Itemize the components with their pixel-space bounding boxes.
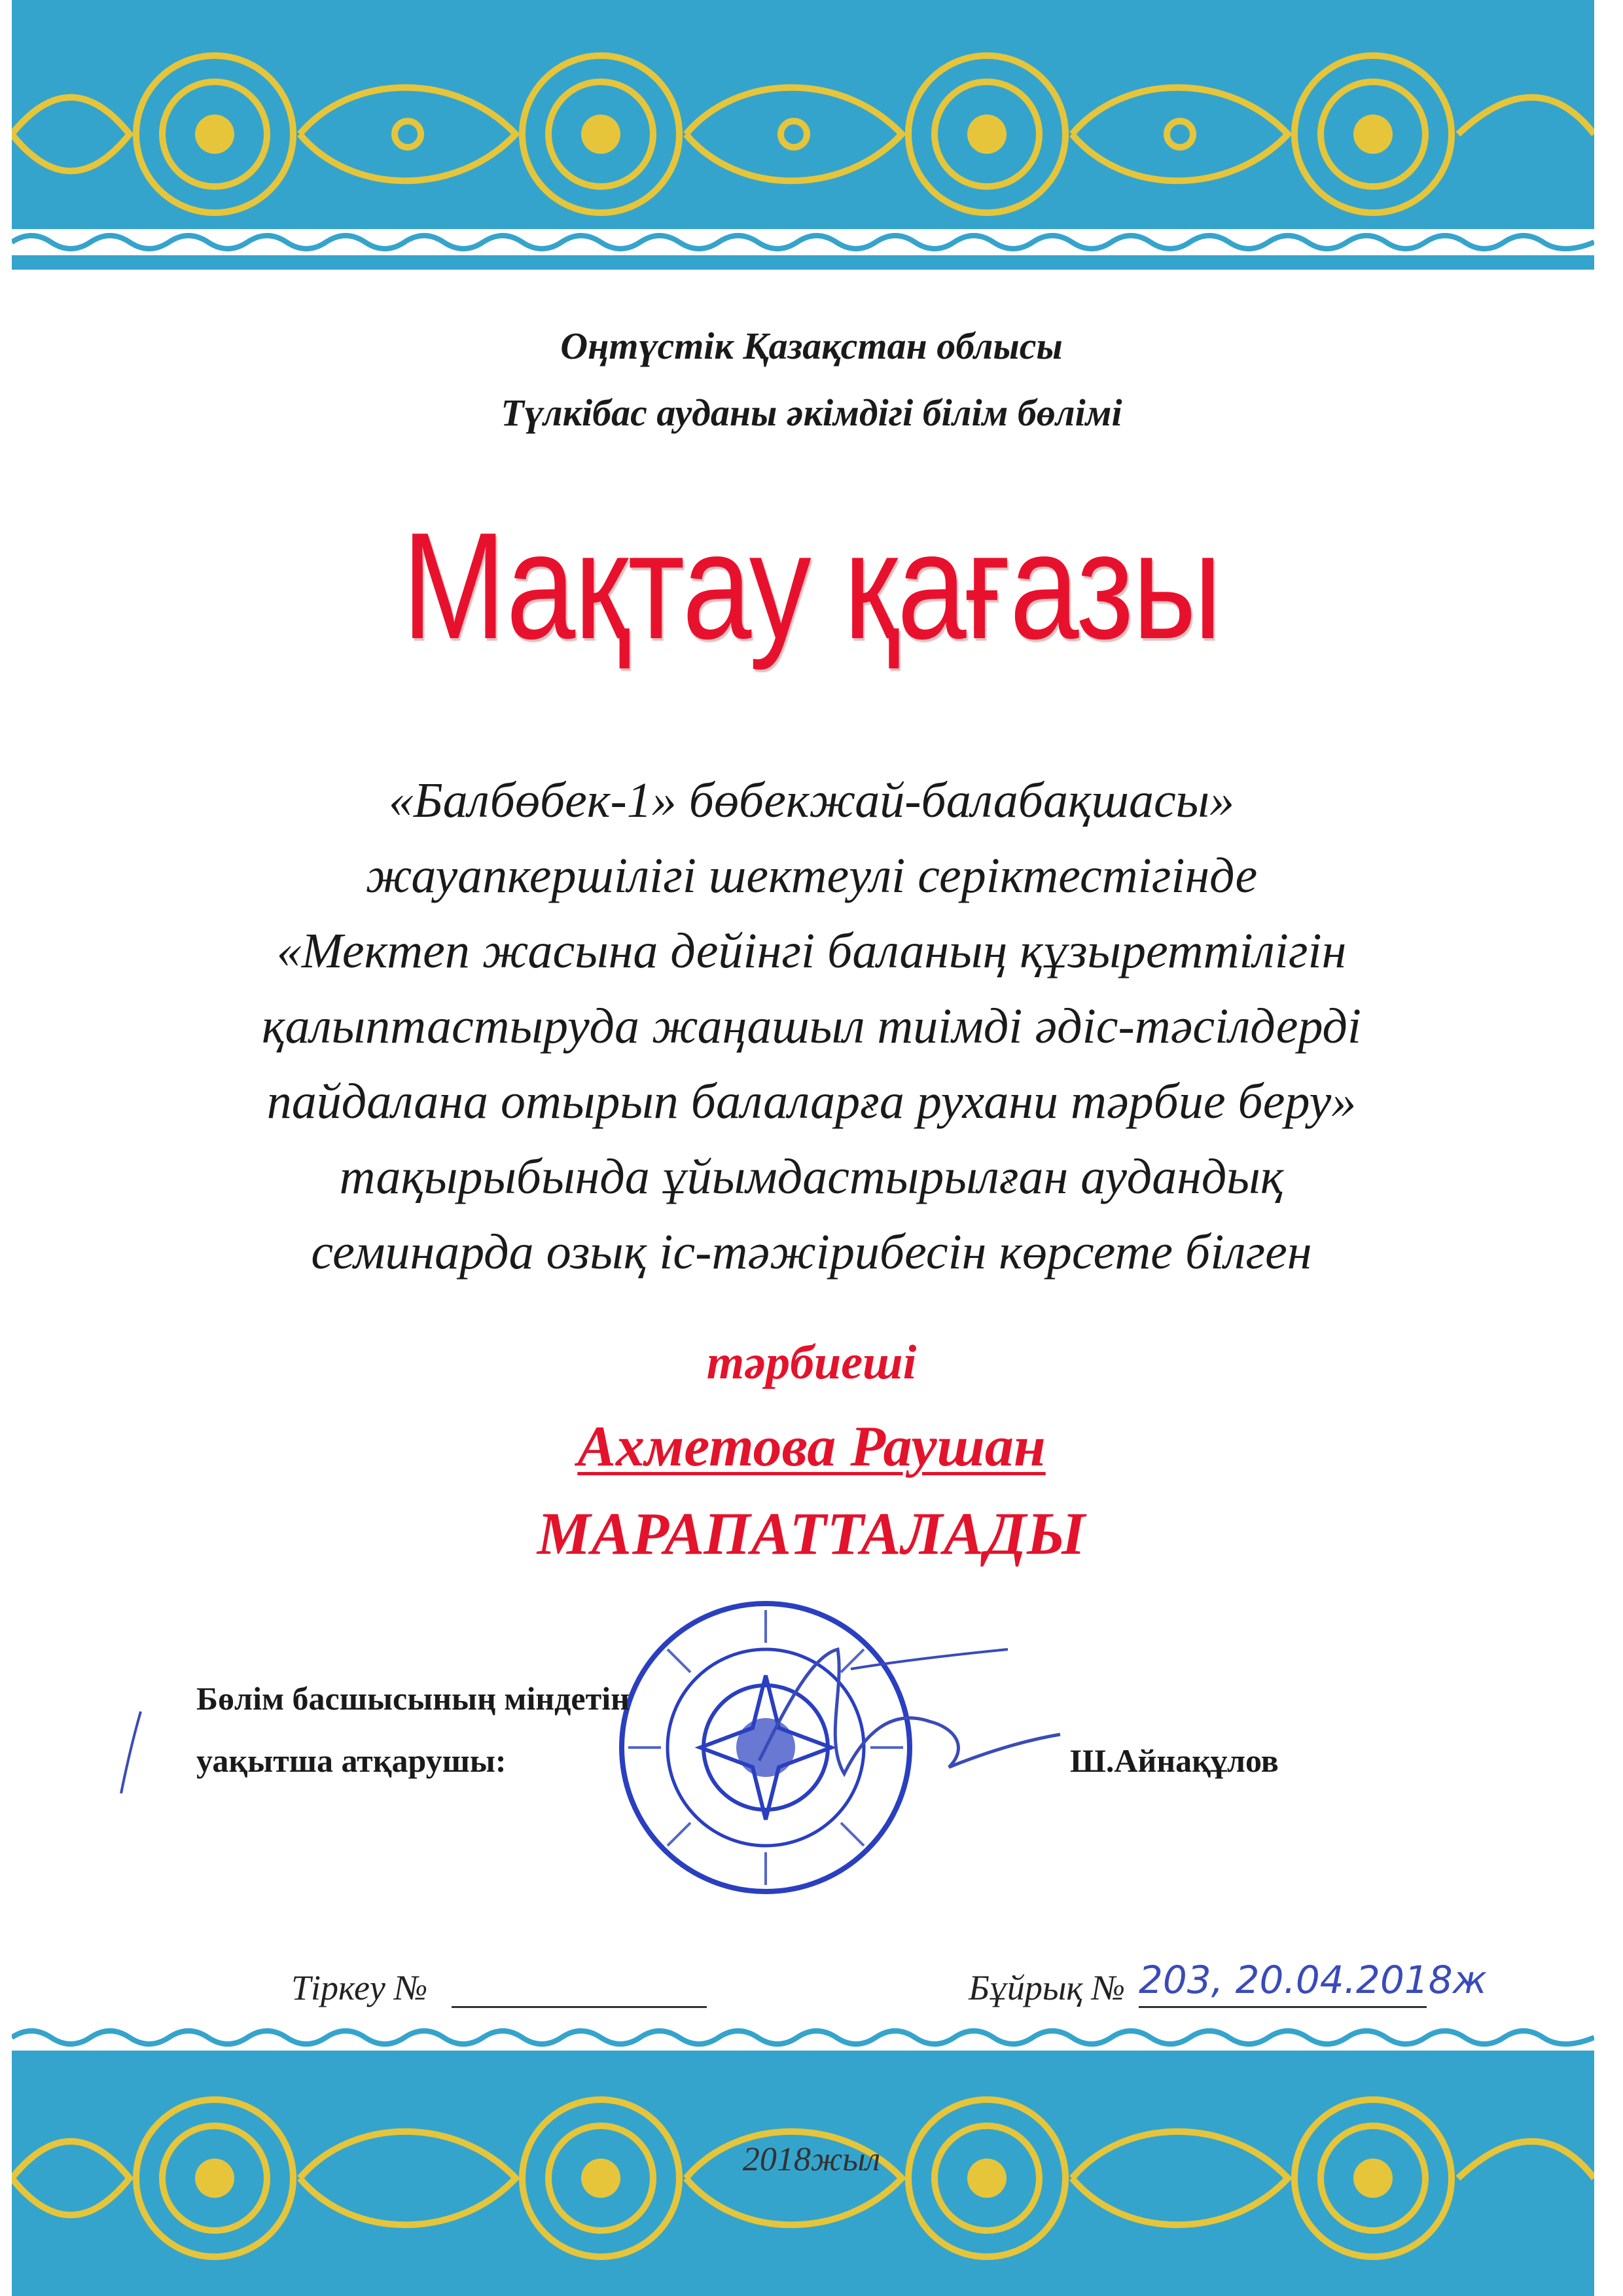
- recipient-name: Ахметова Раушан: [577, 1415, 1046, 1479]
- registration-blank: [452, 2006, 707, 2008]
- certificate-title: Мақтау қағазы: [402, 501, 1221, 671]
- registration-label: Тіркеу №: [291, 1968, 428, 2007]
- department-name: Түлкібас ауданы әкімдігі білім бөлімі: [501, 391, 1122, 434]
- award-word: МАРАПАТТАЛАДЫ: [537, 1500, 1086, 1567]
- body-line-1: «Балбөбек-1» бөбекжай-балабақшасы»: [388, 773, 1235, 828]
- signer-position-line1: Бөлім басшысының міндетін: [196, 1680, 630, 1717]
- ornament-pattern-top: [12, 0, 1594, 270]
- body-line-6: тақырыбында ұйымдастырылған аудандық: [339, 1149, 1284, 1204]
- body-line-4: қалыптастыруда жаңашыл тиімді әдіс-тәсілдерді: [261, 999, 1362, 1054]
- body-line-3: «Мектеп жасына дейінгі баланың құзыреттілігін: [276, 924, 1347, 978]
- region-name: Оңтүстік Қазақстан облысы: [560, 325, 1063, 367]
- order-label: Бұйрық №: [969, 1968, 1126, 2007]
- body-line-7: семинарда озық іс-тәжірибесін көрсете білген: [311, 1225, 1312, 1280]
- order-number-handwritten: 203, 20.04.2018ж: [1139, 1958, 1487, 2002]
- handwritten-mark: [111, 1708, 151, 1800]
- order-blank: [1139, 2006, 1427, 2008]
- body-line-5: пайдалана отырып балаларға рухани тәрбие беру»: [266, 1074, 1357, 1129]
- issue-year: 2018жыл: [742, 2141, 881, 2178]
- signer-position-line2: уақытша атқарушы:: [196, 1742, 507, 1779]
- body-line-2: жауапкершілігі шектеулі серіктестігінде: [365, 848, 1258, 903]
- handwritten-signature: [733, 1630, 1073, 1813]
- signer-name: Ш.Айнақұлов: [1070, 1742, 1279, 1779]
- recipient-role: тәрбиеші: [706, 1336, 917, 1390]
- top-ornament-band: [12, 0, 1594, 270]
